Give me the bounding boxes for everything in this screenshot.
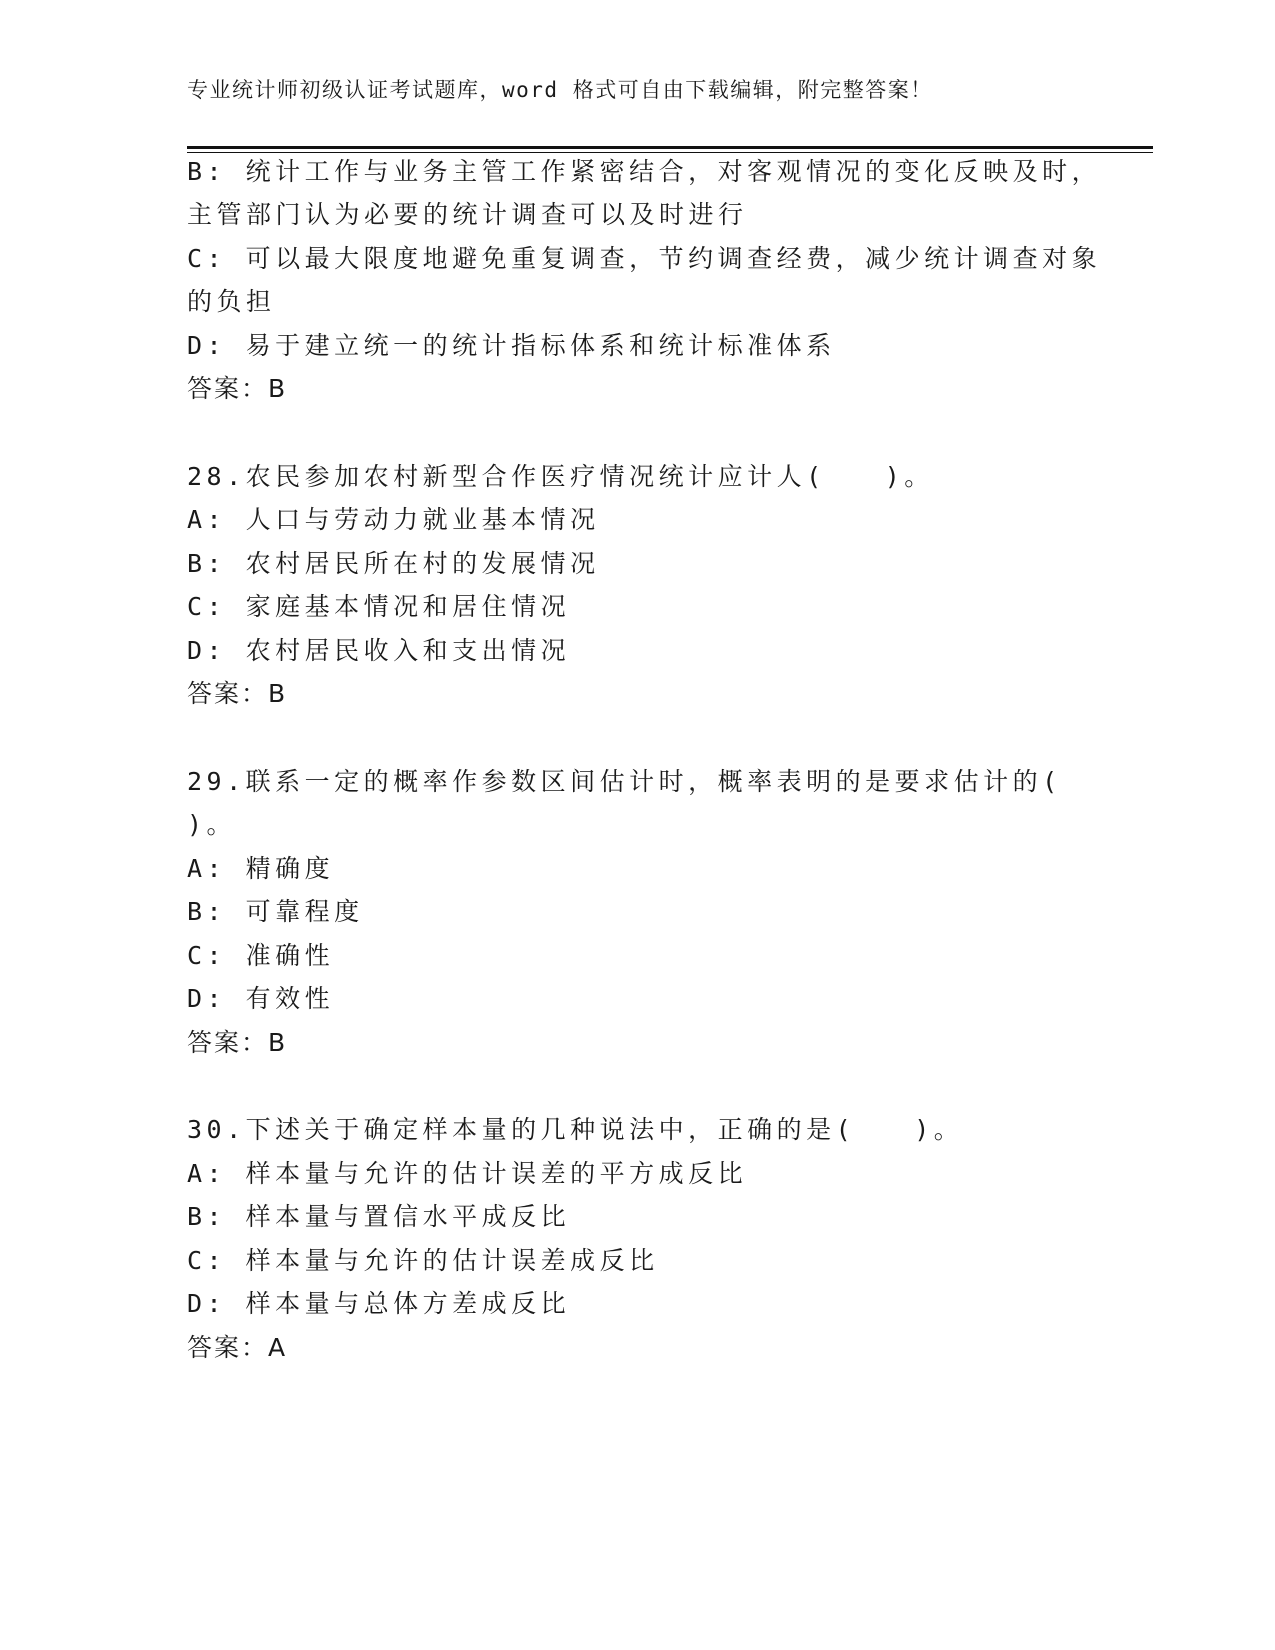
q30-option-c: C: 样本量与允许的估计误差成反比	[187, 1246, 659, 1275]
q30-option-d: D: 样本量与总体方差成反比	[187, 1289, 571, 1318]
q27-option-c-line2: 的负担	[187, 287, 276, 316]
q30-option-a: A: 样本量与允许的估计误差的平方成反比	[187, 1159, 748, 1188]
q30-option-b: B: 样本量与置信水平成反比	[187, 1202, 571, 1231]
q28-option-a: A: 人口与劳动力就业基本情况	[187, 505, 600, 534]
q28-answer: 答案：B	[187, 679, 288, 708]
q29-option-a: A: 精确度	[187, 854, 335, 883]
q30-answer: 答案：A	[187, 1333, 288, 1362]
page-header-text: 专业统计师初级认证考试题库，word 格式可自由下载编辑，附完整答案！	[187, 78, 933, 102]
q28-option-b: B: 农村居民所在村的发展情况	[187, 549, 600, 578]
q29-option-d: D: 有效性	[187, 984, 335, 1013]
q28-option-d: D: 农村居民收入和支出情况	[187, 636, 571, 665]
header-divider-thick	[187, 146, 1153, 149]
q27-option-b-line2: 主管部门认为必要的统计调查可以及时进行	[187, 200, 748, 229]
q28-question: 28.农民参加农村新型合作医疗情况统计应计人( )。	[187, 462, 934, 491]
q30-question: 30.下述关于确定样本量的几种说法中，正确的是( )。	[187, 1115, 964, 1144]
q27-option-c-line1: C: 可以最大限度地避免重复调查，节约调查经费，减少统计调查对象	[187, 244, 1102, 273]
q27-answer: 答案：B	[187, 374, 288, 403]
q29-answer: 答案：B	[187, 1028, 288, 1057]
q29-question-line1: 29.联系一定的概率作参数区间估计时，概率表明的是要求估计的(	[187, 767, 1062, 796]
q27-option-d: D: 易于建立统一的统计指标体系和统计标准体系	[187, 331, 836, 360]
header-divider-thin	[187, 152, 1153, 153]
q28-option-c: C: 家庭基本情况和居住情况	[187, 592, 571, 621]
q29-option-b: B: 可靠程度	[187, 897, 364, 926]
q27-option-b-line1: B: 统计工作与业务主管工作紧密结合，对客观情况的变化反映及时，	[187, 157, 1102, 186]
q29-question-line2: )。	[187, 810, 237, 839]
q29-option-c: C: 准确性	[187, 941, 335, 970]
